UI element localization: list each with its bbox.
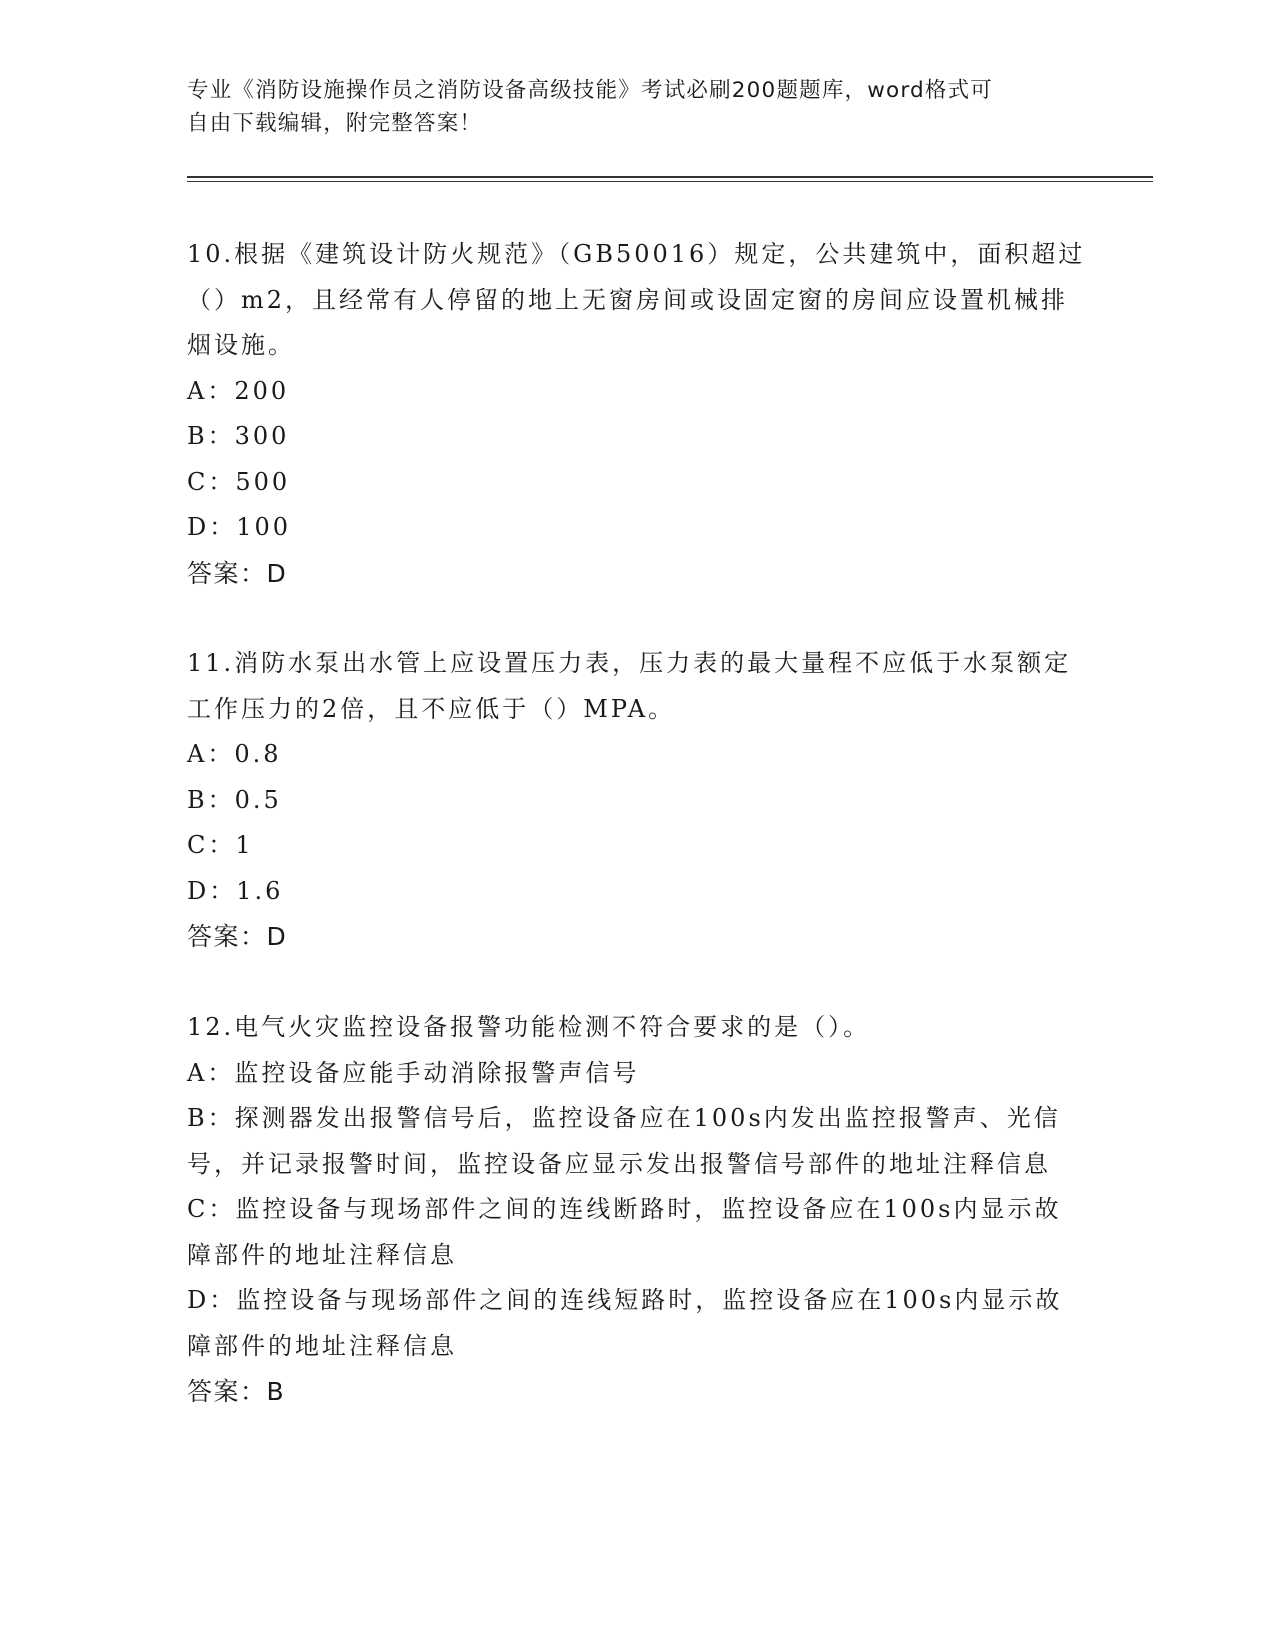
header-divider bbox=[187, 176, 1153, 182]
option-a: A：200 bbox=[187, 376, 290, 405]
document-header bbox=[187, 74, 1067, 140]
option-c: C：500 bbox=[187, 467, 291, 496]
option-b: B：0.5 bbox=[187, 785, 282, 814]
option-d: D：1.6 bbox=[187, 876, 284, 905]
question-text: 12.电气火灾监控设备报警功能检测不符合要求的是（）。 bbox=[187, 1013, 871, 1041]
option-a: A：监控设备应能手动消除报警声信号 bbox=[187, 1058, 640, 1087]
option-d: D：100 bbox=[187, 513, 292, 541]
header-line-2: 自由下载编辑，附完整答案！ bbox=[187, 111, 483, 136]
answer: 答案：D bbox=[187, 922, 288, 951]
question-10 bbox=[187, 232, 1087, 596]
question-11 bbox=[187, 641, 1087, 960]
question-12 bbox=[187, 1005, 1087, 1415]
option-b: B：300 bbox=[187, 422, 290, 450]
question-text: 10.根据《建筑设计防火规范》（GB50016）规定，公共建筑中，面积超过（）m2，且经常有人停留的地上无窗房间或设固定窗的房间应设置机械排烟设施。 bbox=[187, 240, 1086, 359]
option-a: A：0.8 bbox=[187, 740, 282, 768]
option-c: C：1 bbox=[187, 831, 254, 859]
option-b: B：探测器发出报警信号后，监控设备应在100s内发出监控报警声、光信号，并记录报警时间，监控设备应显示发出报警信号部件的地址注释信息 bbox=[187, 1104, 1061, 1178]
header-line-1: 专业《消防设施操作员之消防设备高级技能》考试必刷200题题库，word格式可 bbox=[187, 78, 993, 103]
option-c: C：监控设备与现场部件之间的连线断路时，监控设备应在100s内显示故障部件的地址注释信息 bbox=[187, 1195, 1062, 1269]
option-d: D：监控设备与现场部件之间的连线短路时，监控设备应在100s内显示故障部件的地址注释信息 bbox=[187, 1286, 1063, 1360]
question-text: 11.消防水泵出水管上应设置压力表，压力表的最大量程不应低于水泵额定工作压力的2倍，且不应低于（）MPA。 bbox=[187, 649, 1072, 723]
answer: 答案：D bbox=[187, 558, 288, 588]
answer: 答案：B bbox=[187, 1377, 286, 1406]
